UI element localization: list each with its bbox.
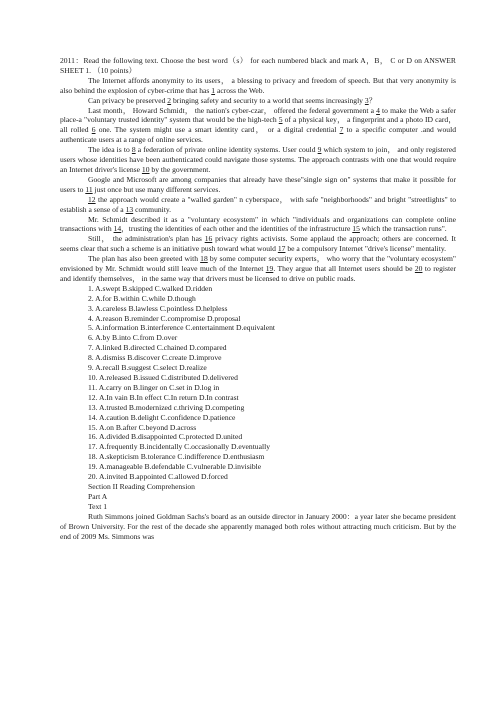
blank: 13 — [125, 204, 134, 214]
blank: 7 — [339, 125, 344, 135]
option-line: 1. A.swept B.skipped C.walked D.ridden — [88, 283, 213, 293]
option-line: 19. A.manageable B.defendable C.vulnerable D.invisible — [88, 462, 262, 472]
option-line: 2. A.for B.within C.while D.though — [88, 293, 196, 303]
option-line: 6. A.by B.into C.from D.over — [88, 333, 178, 343]
blank: 11 — [85, 184, 93, 194]
option-line: 5. A.information B.interference C.entertainment D.equivalent — [88, 323, 276, 333]
option-line: 9. A.recall B.suggest C.select D.realize — [88, 363, 207, 373]
blank: 12 — [88, 194, 96, 204]
paragraph-2: Can privacy be preserved 2 bringing safety and security to a world that seems increasingly 3？ — [88, 95, 377, 105]
option-line: 13. A.trusted B.modernized c.thriving D.competing — [88, 402, 245, 412]
blank: 2 — [167, 95, 172, 105]
paragraph-9: The plan has also been greeted with 18 by some computer security experts， who worry that the "voluntary ecosystem" envisioned by Mr. Schmidt would still leave much of the Internet 19. They argue that all Internet users should be 20 to register and identify themselves， in the same way that drivers must be licensed to drive on public roads. — [60, 254, 456, 283]
option-line: 14. A.caution B.delight C.confidence D.patience — [88, 412, 236, 422]
blank: 6 — [91, 125, 96, 135]
options-list — [60, 284, 456, 482]
option-line: 8. A.dismiss B.discover C.create D.improve — [88, 353, 222, 363]
blank: 3 — [364, 95, 369, 105]
option-line: 18. A.skepticism B.tolerance C.indifference D.enthusiasm — [88, 452, 265, 462]
blank: 1 — [211, 85, 216, 95]
option-line: 15. A.on B.after C.beyond D.across — [88, 422, 197, 432]
blank: 14 — [113, 224, 122, 234]
option-line: 20. A.invited B.appointed C.allowed D.forced — [88, 472, 228, 482]
blank: 17 — [277, 244, 286, 254]
paragraph-3: Last month， Howard Schmidt， the nation's cyber-czar， offered the federal government a 4 to make the Web a safer place-a "voluntary trusted identity" system that would be the high-tech 5 of a physical key， a fingerprint and a photo ID card， all rolled 6 one. The system might use a smart identity card， or a digital credential 7 to a specific computer .and would authenticate users at a range of online services. — [60, 105, 457, 145]
paragraph-1: The Internet affords anonymity to its users， a blessing to privacy and freedom of speech. But that very anonymity is also behind the explosion of cyber-crime that has 1 across the Web. — [60, 75, 456, 95]
blank: 5 — [278, 115, 283, 125]
reading-paragraph: Ruth Simmons joined Goldman Sachs's board as an outside director in January 2000：a year later she became president of Brown University. For the rest of the decade she apparently managed both roles without attracting much criticism. But by the end of 2009 Ms. Simmons was — [60, 511, 456, 541]
part-title: Part A — [88, 491, 108, 501]
blank: 19 — [265, 264, 274, 274]
option-line: 17. A.frequently B.incidentally C.occasionally D.eventually — [88, 442, 270, 452]
blank: 18 — [200, 254, 208, 264]
option-line: 7. A.linked B.directed C.chained D.compared — [88, 343, 227, 353]
text-label: Text 1 — [88, 501, 108, 511]
paragraph-5: Google and Microsoft are among companies that already have these"single sign on" systems that make it possible for users to 11 just once but use many different services. — [60, 174, 456, 194]
blank: 8 — [131, 145, 136, 155]
paragraph-4: The idea is to 8 a federation of private online identity systems. User could 9 which system to join， and only registered users whose identities have been authenticated could navigate those systems. The approach contrasts with one that would require an Internet driver's license 10 by the government. — [60, 145, 456, 174]
blank: 16 — [204, 234, 213, 244]
paragraph-6: 12 the approach would create a "walled garden" n cyberspace， with safe "neighborhoods" and bright "streetlights" to establish a sense of a 13 community. — [60, 194, 456, 214]
option-line: 11. A.carry on B.linger on C.set in D.log in — [88, 382, 220, 392]
paragraph-8: Still， the administration's plan has 16 privacy rights activists. Some applaud the approach; others are concerned. It seems clear that such a scheme is an initiative push toward what would 17 be a compulsory Internet "drive's license" mentality. — [60, 234, 456, 254]
option-line: 3. A.careless B.lawless C.pointless D.helpless — [88, 303, 228, 313]
blank: 9 — [317, 145, 322, 155]
blank: 15 — [352, 224, 360, 234]
option-line: 4. A.reason B.reminder C.compromise D.proposal — [88, 313, 241, 323]
paragraph-7: Mr. Schmidt described it as a "voluntary ecosystem" in which "individuals and organizations can complete online transactions with 14，trusting the identities of each other and the identities of the infrastructure 15 which the transaction runs". — [60, 214, 456, 234]
option-line: 10. A.released B.issued C.distributed D.delivered — [88, 373, 238, 382]
exercise-header: 2011：Read the following text. Choose the best word（s） for each numbered black and mark A，B， C or D on ANSWER SHEET 1. （10 points） — [60, 56, 456, 75]
option-line: 12. A.In vain B.In effect C.In return D.In contrast — [88, 392, 239, 402]
option-line: 16. A.divided B.disappointed C.protected D.united — [88, 432, 243, 442]
section-title: Section II Reading Comprehension — [88, 481, 195, 491]
blank: 10 — [141, 164, 150, 174]
blank: 4 — [376, 105, 380, 115]
blank: 20 — [414, 264, 423, 274]
